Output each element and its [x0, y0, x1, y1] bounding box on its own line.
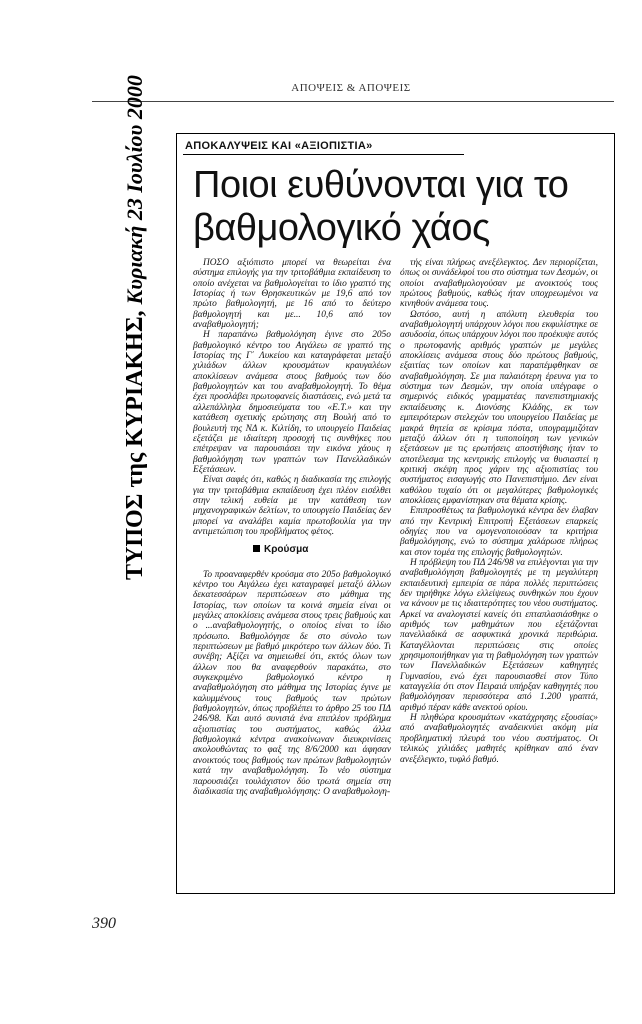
paragraph: Η παραπάνω βαθμολόγηση έγινε στο 205ο βαθμολογικό κέντρο του Αιγάλεω σε γραπτό της Ιστορίας της Γ΄ Λυκείου και καταγράφεται μεταξύ χιλιάδων άλλων κρουσμάτων κραυγαλέων αποκλίσεων ανάμεσα στους βαθμούς των δύο βαθμολογητών και του αναβαθμολογητή. Το θέμα έχει προσλάβει πρωτοφανείς διαστάσεις, ενώ μετά τα αλλεπάλληλα δημοσιεύματα του «Ε.Τ.» και την κατάθεση σχετικής ερώτησης στη Βουλή από το βουλευτή της ΝΔ κ. Κιλτίδη, το υπουργείο Παιδείας εξετάζει με ιδιαίτερη προσοχή τις συνθήκες που επέτρεψαν να παρουσιάσει την εικόνα χάους η βαθμολόγηση των γραπτών των Πανελλαδικών Εξετάσεων.	[193, 330, 391, 475]
source-name: ΤΥΠΟΣ της ΚΥΡΙΑΚΗΣ,	[122, 310, 148, 580]
article-headline: Ποιοι ευθύνονται για το βαθμολογικό χάος	[193, 164, 569, 249]
page-number: 390	[92, 915, 116, 932]
section-header: ΑΠΟΨΕΙΣ & ΑΠΟΨΕΙΣ	[291, 82, 411, 94]
source-date: Κυριακή 23 Ιουλίου 2000	[122, 75, 147, 305]
article-clipping	[176, 133, 615, 894]
paragraph: Η πληθώρα κρουσμάτων «κατάχρησης εξουσίας» από αναβαθμολογητές αναδεικνύει ακόμη μία προβληματική πλευρά του νέου συστήματος. Οι τελικώς χιλιάδες μαθητές κρίθηκαν από έναν ανεξέλεγκτο, τυφλό βαθμό.	[400, 713, 598, 765]
paragraph: Επιπροσθέτως τα βαθμολογικά κέντρα δεν έλαβαν από την Κεντρική Επιτροπή Εξετάσεων επαρκείς οδηγίες που να ομογενοποιούσαν τα κριτήρια βαθμολόγησης, ενώ το σύστημα χαλάρωσε πλήρως και στον τομέα της επιλογής βαθμολογητών.	[400, 506, 598, 558]
kicker-rule	[183, 154, 464, 155]
article-column-left	[193, 258, 391, 797]
paragraph: Το προαναφερθέν κρούσμα στο 205ο βαθμολογικό κέντρο του Αιγάλεω έχει καταγραφεί μεταξύ άλλων δεκατεσσάρων περιπτώσεων στο μάθημα της Ιστορίας, των οποίων τα κοινά σημεία είναι οι μεγάλες αποκλίσεις ανάμεσα στους τρεις βαθμούς και ο ...αναβαθμολογητής, ο οποίος είναι το ίδιο πρόσωπο. Βαθμολόγησε δε στο σύνολο των περιπτώσεων με βαθμό μικρότερο των άλλων δύο. Τι συνέβη; Αξίζει να σημειωθεί ότι, εκτός όλων των άλλων που θα αναφερθούν παρακάτω, στο συγκεκριμένο βαθμολογικό κέντρο η αναβαθμολόγηση στο μάθημα της Ιστορίας έγινε με καλυμμένους τους βαθμούς των πρώτων βαθμολογητών, όπως προβλέπει το άρθρο 25 του ΠΔ 246/98. Και αυτό συνιστά ένα επιπλέον πρόβλημα αξιοπιστίας του συστήματος, καθώς άλλα βαθμολογικά κέντρα ανακοίνωναν διευκρινίσεις ακολουθώντας το φαξ της 8/6/2000 και άφησαν ανοικτούς τους βαθμούς των πρώτων βαθμολογητών κατά την αναβαθμολόγηση. Το νέο σύστημα παρουσιάζει τουλάχιστον δύο τρωτά σημεία στη διαδικασία της αναβαθμολόγησης: Ο αναβαθμολογη-	[193, 569, 391, 797]
paragraph: ΠΟΣΟ αξιόπιστο μπορεί να θεωρείται ένα σύστημα επιλογής για την τριτοβάθμια εκπαίδευση το οποίο ανέχεται να βαθμολογείται το ίδιο γραπτό της Ιστορίας ή των Θρησκευτικών με 19,6 από τον πρώτο βαθμολογητή, με 16 από το δεύτερο βαθμολογητή και με... 10,6 από τον αναβαθμολογητή;	[193, 258, 391, 331]
header-rule	[92, 101, 614, 102]
article-subhead	[253, 545, 391, 555]
square-bullet-icon	[253, 545, 260, 552]
paragraph: Η πρόβλεψη του ΠΔ 246/98 να επιλέγονται για την αναβαθμολόγηση βαθμολογητές με τη μεγαλύτερη εκπαιδευτική εμπειρία σε πάρα πολλές περιπτώσεις δεν τηρήθηκε λόγω ελλείψεως συνθηκών που έχουν να κάνουν με τις ιδιαιτερότητες του νέου συστήματος. Αρκεί να αναλογιστεί κανείς ότι επταπλασιάσθηκε ο αριθμός των μαθημάτων που εξετάζονται πανελλαδικά σε ασφυκτικά χρονικά περιθώρια. Καταγέλλονται περιπτώσεις στις οποίες χρησιμοποιήθηκαν για τη βαθμολόγηση των γραπτών των Πανελλαδικών Εξετάσεων καθηγητές Γυμνασίου, ενώ έχει παρουσιασθεί στον Τύπο καταγγελία ότι στον Πειραιά υπήρξαν καθηγητές που βαθμολόγησαν περισσότερα από 1.200 γραπτά, αριθμό πέραν κάθε ανεκτού ορίου.	[400, 557, 598, 713]
paragraph: Είναι σαφές ότι, καθώς η διαδικασία της επιλογής για την τριτοβάθμια εκπαίδευση έχει πλέον εισέλθει στην τελική ευθεία με την κατάθεση των μηχανογραφικών δελτίων, το υπουργείο Παιδείας δεν μπορεί να αναλάβει καμία πρωτοβουλία για την αντιμετώπιση του προβλήματος φέτος.	[193, 475, 391, 537]
article-kicker: ΑΠΟΚΑΛΥΨΕΙΣ ΚΑΙ «ΑΞΙΟΠΙΣΤΙΑ»	[185, 140, 373, 152]
source-caption	[122, 75, 149, 580]
paragraph: Ωστόσο, αυτή η απόλυτη ελευθερία του αναβαθμολογητή υπάρχουν λόγοι που εκφυλίστηκε σε ασυδοσία, όπως υπάρχουν λόγοι που προέκυψε αυτός ο πρωτοφανής αριθμός γραπτών με μεγάλες αποκλίσεις ανάμεσα στους δύο πρώτους βαθμούς, εξαιτίας των οποίων και παραπέμφθηκαν σε αναβαθμολόγηση. Σε μια παλαιότερη έρευνα για το σύστημα των Δεσμών, την οποία υπέγραφε ο σημερινός ειδικός γραμματέας πανεπιστημιακής εκπαίδευσης κ. Διονύσης Κλάδης, εκ των εμπειρότερων στελεχών του υπουργείου Παιδείας με μακρά θητεία σε κρίσιμα πόστα, υπογραμμιζόταν μεταξύ άλλων ότι η τυποποίηση των γενικών εξετάσεων με τις ερωτήσεις αποστήθισης ήταν το αποτέλεσμα της κεντρικής επιλογής να θυσιαστεί η κριτική σκέψη προς χάριν της αξιοπιστίας του συστήματος εισαγωγής στο Πανεπιστήμιο. Δεν είναι καθόλου τυχαίο ότι οι μεγαλύτερες βαθμολογικές αποκλίσεις εμφανίστηκαν στα θέματα κρίσης.	[400, 309, 598, 506]
article-column-right	[400, 258, 598, 765]
subhead-label: Κρούσμα	[264, 544, 309, 556]
paragraph: τής είναι πλήρως ανεξέλεγκτος. Δεν περιορίζεται, όπως οι συνάδελφοί του στο σύστημα των Δεσμών, οι οποίοι αναβαθμολογούσαν με ανοικτούς τους πρώτους βαθμούς, καθώς ήταν υποχρεωμένοι να κινηθούν ανάμεσα τους.	[400, 258, 598, 310]
